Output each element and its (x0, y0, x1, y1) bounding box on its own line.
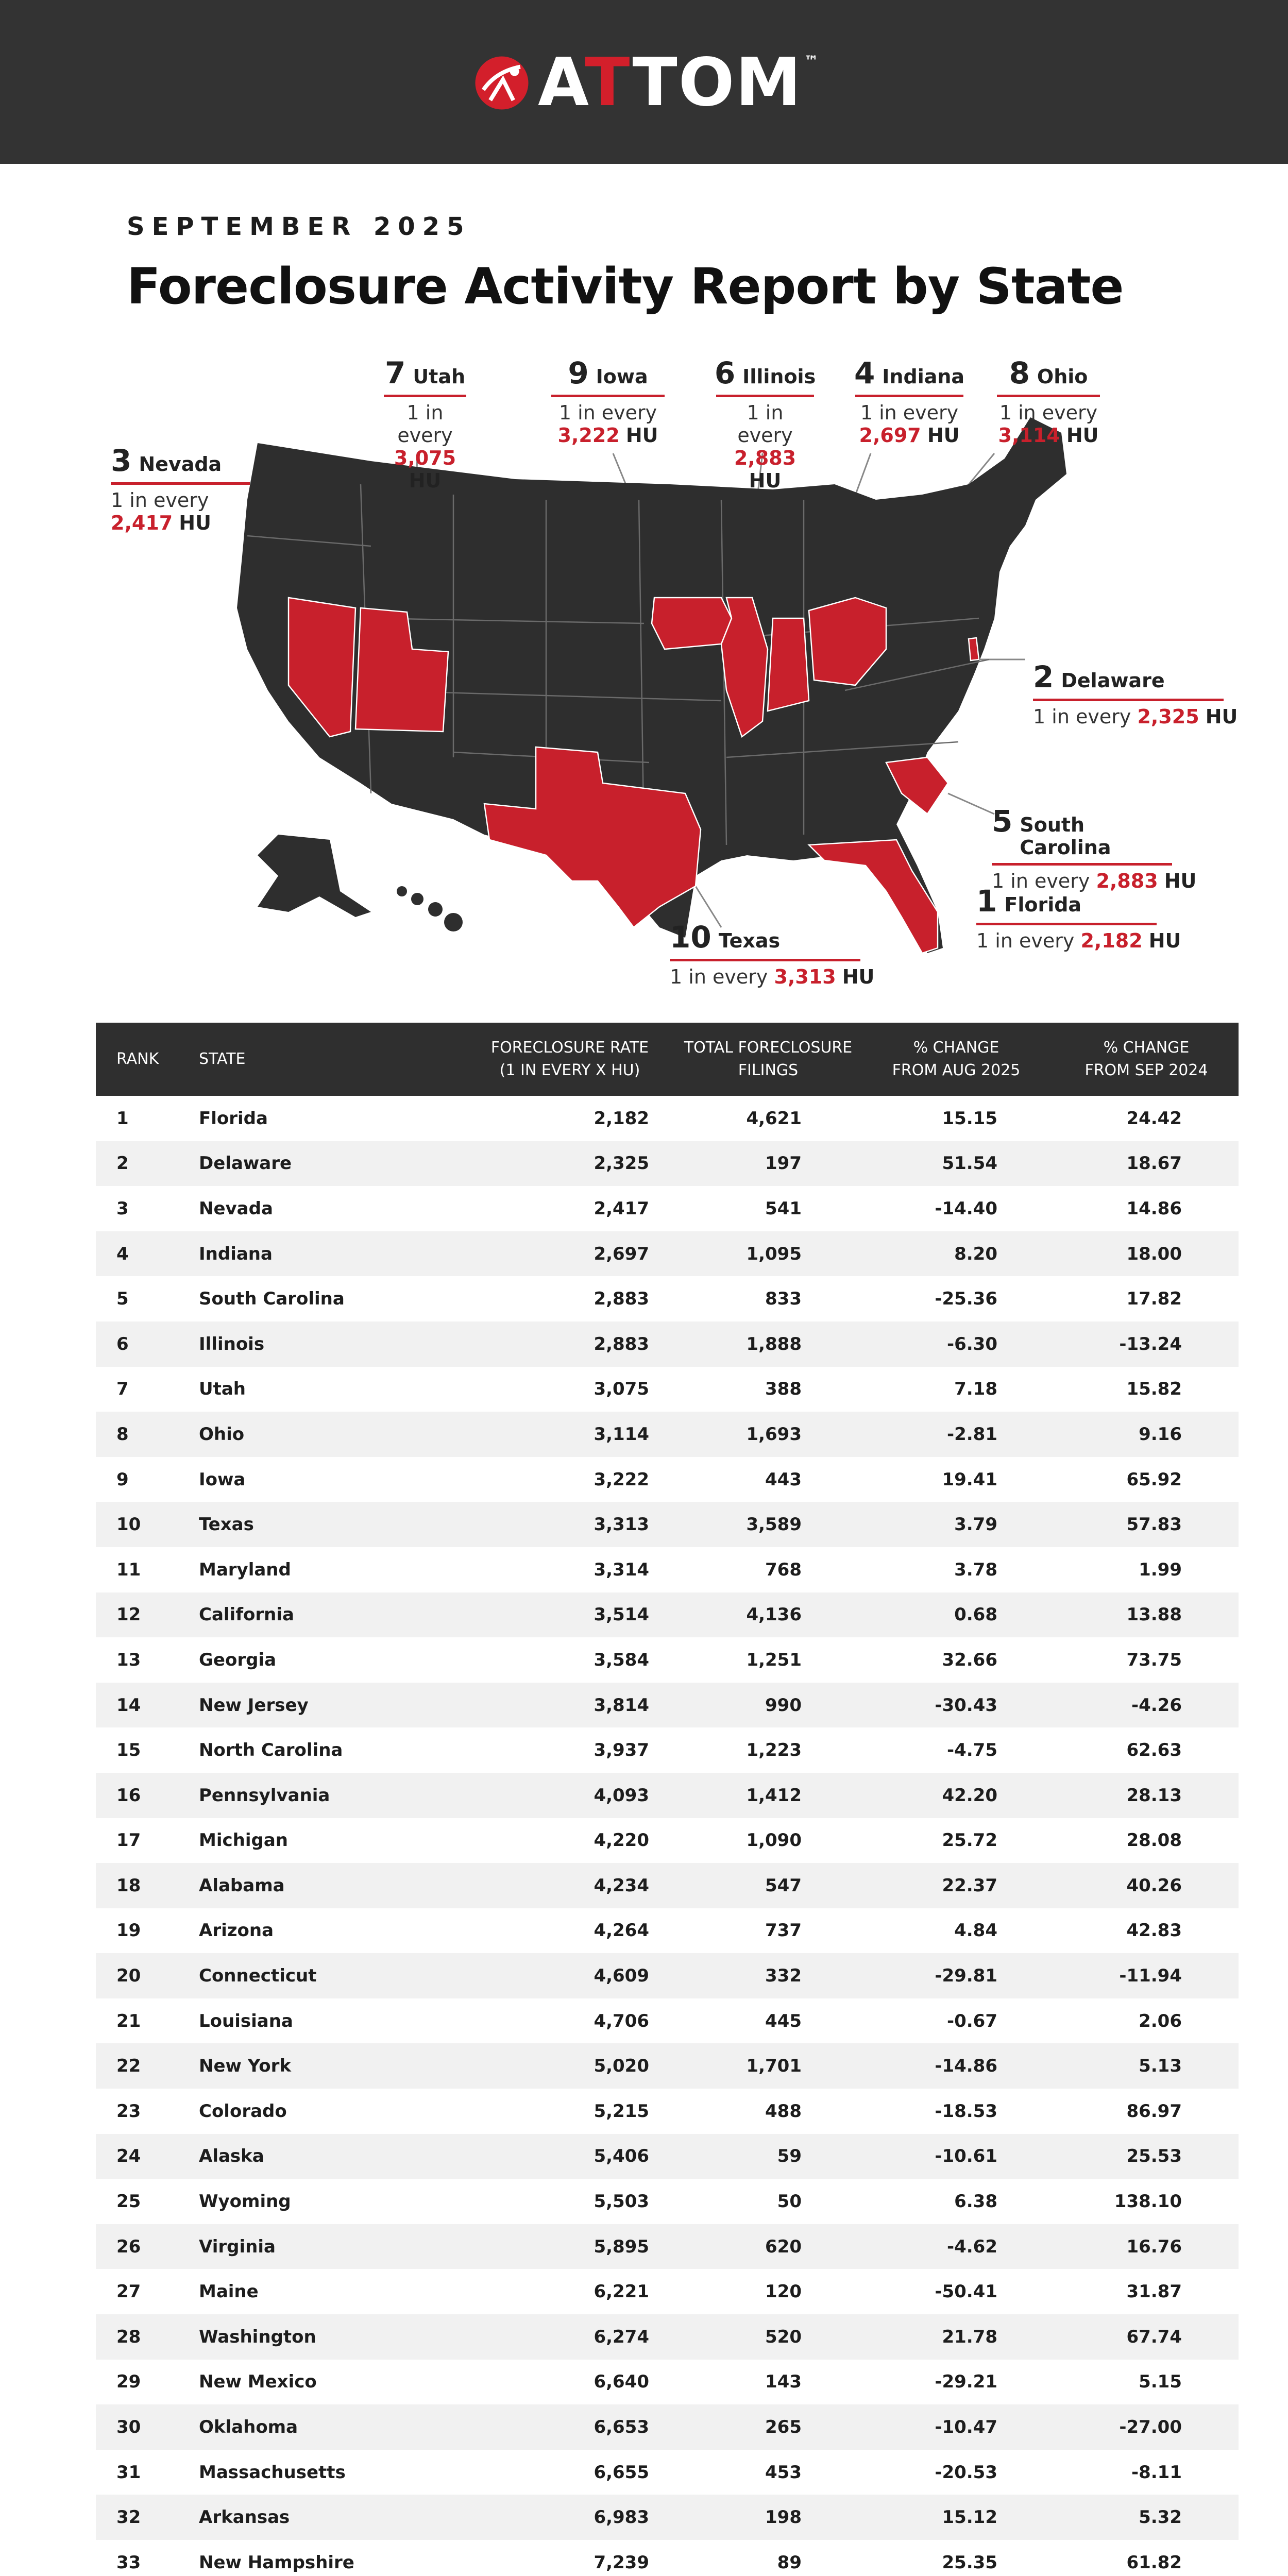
change-month-cell: -29.21 (935, 2371, 997, 2393)
rank-cell: 24 (116, 2146, 141, 2167)
state-cell: New Hampshire (199, 2552, 354, 2573)
change-month-cell: 51.54 (942, 1153, 997, 1174)
rank-cell: 30 (116, 2417, 141, 2438)
filings-cell: 4,136 (746, 1604, 802, 1625)
change-month-cell: 3.79 (954, 1514, 997, 1535)
state-cell: Alaska (199, 2146, 264, 2167)
col-header-rate: FORECLOSURE RATE (1 IN EVERY X HU) (490, 1039, 649, 1079)
rate-cell: 2,883 (594, 1289, 649, 1310)
table-row (96, 1141, 1239, 1187)
rate-cell: 3,075 (594, 1379, 649, 1400)
change-month-cell: 15.15 (942, 1108, 997, 1129)
foreclosure-table (96, 1023, 1239, 2576)
col-header-state: STATE (199, 1050, 246, 1068)
filings-cell: 1,701 (746, 2056, 802, 2077)
change-year-cell: 17.82 (1126, 1289, 1182, 1310)
filings-cell: 1,693 (746, 1423, 802, 1445)
state-cell: Connecticut (199, 1965, 317, 1987)
table-row (96, 1367, 1239, 1412)
rank-cell: 18 (116, 1875, 141, 1896)
change-year-cell: -27.00 (1119, 2417, 1182, 2438)
change-year-cell: 9.16 (1139, 1423, 1182, 1445)
filings-cell: 89 (777, 2552, 802, 2573)
change-month-cell: -14.86 (935, 2056, 997, 2077)
col-header-change-month: % CHANGE FROM AUG 2025 (892, 1039, 1021, 1079)
table-row (96, 2269, 1239, 2314)
rate-cell: 5,406 (594, 2146, 649, 2167)
rate-cell: 5,503 (594, 2191, 649, 2212)
rate-cell: 4,234 (594, 1875, 649, 1896)
connector-south-carolina (948, 793, 994, 814)
callout-south-carolina: 5 South Carolina 1 in every 2,883 HU (992, 804, 1197, 892)
change-year-cell: 42.83 (1126, 1920, 1182, 1941)
change-month-cell: 21.78 (942, 2326, 997, 2347)
state-cell: Arkansas (199, 2507, 290, 2528)
table-row (96, 1231, 1239, 1277)
table-row (96, 1096, 1239, 1141)
rate-cell: 2,883 (594, 1333, 649, 1354)
change-month-cell: -20.53 (935, 2462, 997, 2483)
table-row (96, 2360, 1239, 2405)
state-cell: New Mexico (199, 2371, 317, 2393)
change-year-cell: 67.74 (1126, 2326, 1182, 2347)
change-month-cell: 32.66 (942, 1649, 997, 1670)
change-year-cell: 13.88 (1126, 1604, 1182, 1625)
rate-cell: 6,274 (594, 2326, 649, 2347)
callout-texas: 10 Texas 1 in every 3,313 HU (670, 920, 875, 988)
filings-cell: 4,621 (746, 1108, 802, 1129)
us-map (0, 330, 1288, 999)
filings-cell: 488 (765, 2100, 802, 2122)
attom-logo-icon (473, 54, 531, 112)
state-cell: North Carolina (199, 1740, 343, 1761)
change-month-cell: 3.78 (954, 1559, 997, 1580)
change-year-cell: 31.87 (1126, 2281, 1182, 2302)
change-year-cell: 14.86 (1126, 1198, 1182, 1219)
rank-cell: 2 (116, 1153, 129, 1174)
filings-cell: 198 (765, 2507, 802, 2528)
change-month-cell: -0.67 (947, 2010, 997, 2031)
rate-cell: 6,983 (594, 2507, 649, 2528)
rank-cell: 20 (116, 1965, 141, 1987)
state-iowa (652, 598, 732, 649)
change-year-cell: 5.13 (1139, 2056, 1182, 2077)
change-year-cell: 138.10 (1114, 2191, 1182, 2212)
rate-cell: 5,215 (594, 2100, 649, 2122)
rank-cell: 11 (116, 1559, 141, 1580)
table-row (96, 2314, 1239, 2360)
rank-cell: 9 (116, 1469, 129, 1490)
change-year-cell: 40.26 (1126, 1875, 1182, 1896)
change-month-cell: -18.53 (935, 2100, 997, 2122)
page-title: Foreclosure Activity Report by State (127, 258, 1124, 315)
rate-cell: 2,182 (594, 1108, 649, 1129)
rank-cell: 6 (116, 1333, 129, 1354)
rank-cell: 29 (116, 2371, 141, 2393)
state-cell: New Jersey (199, 1694, 309, 1716)
rate-cell: 2,417 (594, 1198, 649, 1219)
state-cell: Alabama (199, 1875, 285, 1896)
rank-cell: 21 (116, 2010, 141, 2031)
change-year-cell: 5.15 (1139, 2371, 1182, 2393)
state-cell: South Carolina (199, 1289, 345, 1310)
rank-cell: 7 (116, 1379, 129, 1400)
rate-cell: 4,706 (594, 2010, 649, 2031)
state-cell: Massachusetts (199, 2462, 346, 2483)
rank-cell: 28 (116, 2326, 141, 2347)
change-month-cell: -10.61 (935, 2146, 997, 2167)
filings-cell: 768 (765, 1559, 802, 1580)
change-year-cell: 86.97 (1126, 2100, 1182, 2122)
change-month-cell: 8.20 (954, 1243, 997, 1264)
rank-cell: 3 (116, 1198, 129, 1219)
rank-cell: 22 (116, 2056, 141, 2077)
table-row (96, 2134, 1239, 2179)
rate-cell: 5,020 (594, 2056, 649, 2077)
change-month-cell: 42.20 (942, 1785, 997, 1806)
table-row (96, 1502, 1239, 1547)
rank-cell: 5 (116, 1289, 129, 1310)
change-month-cell: -30.43 (935, 1694, 997, 1716)
change-year-cell: -13.24 (1119, 1333, 1182, 1354)
change-year-cell: -8.11 (1131, 2462, 1182, 2483)
state-cell: Illinois (199, 1333, 265, 1354)
rank-cell: 15 (116, 1740, 141, 1761)
filings-cell: 1,223 (746, 1740, 802, 1761)
rate-cell: 5,895 (594, 2236, 649, 2257)
rate-cell: 3,222 (594, 1469, 649, 1490)
callout-delaware: 2 Delaware 1 in every 2,325 HU (1033, 659, 1238, 728)
rank-cell: 31 (116, 2462, 141, 2483)
change-month-cell: -4.75 (947, 1740, 997, 1761)
filings-cell: 990 (765, 1694, 802, 1716)
rate-cell: 3,584 (594, 1649, 649, 1670)
change-month-cell: -6.30 (947, 1333, 997, 1354)
filings-cell: 265 (765, 2417, 802, 2438)
state-cell: Pennsylvania (199, 1785, 330, 1806)
table-row (96, 1998, 1239, 2044)
rate-cell: 3,514 (594, 1604, 649, 1625)
rate-cell: 7,239 (594, 2552, 649, 2573)
state-cell: Wyoming (199, 2191, 291, 2212)
change-year-cell: 65.92 (1126, 1469, 1182, 1490)
table-row (96, 1908, 1239, 1954)
change-year-cell: 57.83 (1126, 1514, 1182, 1535)
filings-cell: 143 (765, 2371, 802, 2393)
change-year-cell: 5.32 (1139, 2507, 1182, 2528)
table-row (96, 2224, 1239, 2269)
change-month-cell: -29.81 (935, 1965, 997, 1987)
callout-illinois: 6 Illinois 1 in every 2,883 HU (714, 355, 816, 492)
rate-cell: 2,697 (594, 1243, 649, 1264)
filings-cell: 197 (765, 1153, 802, 1174)
table-row (96, 1863, 1239, 1908)
rate-cell: 3,314 (594, 1559, 649, 1580)
state-cell: Arizona (199, 1920, 274, 1941)
state-cell: Indiana (199, 1243, 273, 1264)
change-month-cell: 6.38 (954, 2191, 997, 2212)
table-body (96, 1096, 1239, 2576)
rank-cell: 25 (116, 2191, 141, 2212)
state-cell: Ohio (199, 1423, 245, 1445)
rate-cell: 3,937 (594, 1740, 649, 1761)
table-row (96, 2450, 1239, 2495)
change-year-cell: 28.13 (1126, 1785, 1182, 1806)
report-period: SEPTEMBER 2025 (127, 212, 471, 241)
rate-cell: 3,313 (594, 1514, 649, 1535)
change-year-cell: 1.99 (1139, 1559, 1182, 1580)
table-row (96, 1683, 1239, 1728)
change-month-cell: 4.84 (954, 1920, 997, 1941)
filings-cell: 547 (765, 1875, 802, 1896)
state-cell: Florida (199, 1108, 268, 1129)
table-row (96, 1457, 1239, 1502)
table-row (96, 2089, 1239, 2134)
table-row (96, 2404, 1239, 2450)
table-row (96, 1547, 1239, 1592)
rate-cell: 2,325 (594, 1153, 649, 1174)
table-row (96, 1727, 1239, 1773)
change-month-cell: 25.35 (942, 2552, 997, 2573)
change-year-cell: 18.67 (1126, 1153, 1182, 1174)
filings-cell: 59 (777, 2146, 802, 2167)
callout-utah: 7 Utah 1 in every 3,075 HU (384, 355, 466, 492)
state-cell: Louisiana (199, 2010, 293, 2031)
change-month-cell: 25.72 (942, 1830, 997, 1851)
rank-cell: 1 (116, 1108, 129, 1129)
state-cell: New York (199, 2056, 291, 2077)
state-cell: Nevada (199, 1198, 273, 1219)
state-indiana (768, 618, 809, 711)
filings-cell: 1,412 (746, 1785, 802, 1806)
rank-cell: 14 (116, 1694, 141, 1716)
change-month-cell: 15.12 (942, 2507, 997, 2528)
rank-cell: 13 (116, 1649, 141, 1670)
state-cell: Iowa (199, 1469, 246, 1490)
rate-cell: 4,264 (594, 1920, 649, 1941)
callout-florida: 1 Florida 1 in every 2,182 HU (976, 884, 1181, 952)
filings-cell: 541 (765, 1198, 802, 1219)
table-row (96, 1773, 1239, 1818)
table-row (96, 1592, 1239, 1638)
filings-cell: 453 (765, 2462, 802, 2483)
table-row (96, 1818, 1239, 1863)
filings-cell: 332 (765, 1965, 802, 1987)
rate-cell: 6,640 (594, 2371, 649, 2393)
filings-cell: 737 (765, 1920, 802, 1941)
rank-cell: 33 (116, 2552, 141, 2573)
rank-cell: 19 (116, 1920, 141, 1941)
change-month-cell: -50.41 (935, 2281, 997, 2302)
table-row (96, 2179, 1239, 2224)
table-header (96, 1023, 1239, 1096)
rank-cell: 17 (116, 1830, 141, 1851)
table-row (96, 1186, 1239, 1231)
callout-indiana: 4 Indiana 1 in every 2,697 HU (854, 355, 965, 447)
change-month-cell: -25.36 (935, 1289, 997, 1310)
rate-cell: 6,655 (594, 2462, 649, 2483)
rate-cell: 4,220 (594, 1830, 649, 1851)
rate-cell: 3,814 (594, 1694, 649, 1716)
change-year-cell: 61.82 (1126, 2552, 1182, 2573)
state-hawaii (397, 886, 463, 931)
rank-cell: 26 (116, 2236, 141, 2257)
table-row (96, 2540, 1239, 2576)
rank-cell: 23 (116, 2100, 141, 2122)
filings-cell: 1,251 (746, 1649, 802, 1670)
filings-cell: 443 (765, 1469, 802, 1490)
state-cell: Colorado (199, 2100, 287, 2122)
change-month-cell: -2.81 (947, 1423, 997, 1445)
change-month-cell: 19.41 (942, 1469, 997, 1490)
callout-iowa: 9 Iowa 1 in every 3,222 HU (551, 355, 665, 447)
change-year-cell: 2.06 (1139, 2010, 1182, 2031)
header-bar (0, 0, 1288, 164)
change-month-cell: -14.40 (935, 1198, 997, 1219)
rank-cell: 16 (116, 1785, 141, 1806)
filings-cell: 1,090 (746, 1830, 802, 1851)
change-month-cell: 7.18 (954, 1379, 997, 1400)
change-month-cell: -4.62 (947, 2236, 997, 2257)
change-year-cell: 62.63 (1126, 1740, 1182, 1761)
filings-cell: 833 (765, 1289, 802, 1310)
change-year-cell: 18.00 (1126, 1243, 1182, 1264)
state-cell: Utah (199, 1379, 246, 1400)
callout-nevada: 3 Nevada 1 in every 2,417 HU (111, 443, 250, 534)
rate-cell: 3,114 (594, 1423, 649, 1445)
change-year-cell: 15.82 (1126, 1379, 1182, 1400)
state-cell: California (199, 1604, 294, 1625)
col-header-rank: RANK (116, 1050, 159, 1068)
state-cell: Virginia (199, 2236, 276, 2257)
state-cell: Texas (199, 1514, 254, 1535)
change-year-cell: 25.53 (1126, 2146, 1182, 2167)
change-year-cell: 28.08 (1126, 1830, 1182, 1851)
filings-cell: 445 (765, 2010, 802, 2031)
change-month-cell: 22.37 (942, 1875, 997, 1896)
change-year-cell: -4.26 (1131, 1694, 1182, 1716)
state-cell: Maine (199, 2281, 259, 2302)
table-row (96, 1637, 1239, 1683)
state-cell: Georgia (199, 1649, 277, 1670)
col-header-filings: TOTAL FORECLOSURE FILINGS (684, 1039, 853, 1079)
rank-cell: 12 (116, 1604, 141, 1625)
state-cell: Michigan (199, 1830, 288, 1851)
rank-cell: 8 (116, 1423, 129, 1445)
filings-cell: 1,095 (746, 1243, 802, 1264)
rank-cell: 27 (116, 2281, 141, 2302)
rank-cell: 32 (116, 2507, 141, 2528)
change-year-cell: 16.76 (1126, 2236, 1182, 2257)
table-row (96, 1412, 1239, 1457)
state-cell: Delaware (199, 1153, 292, 1174)
state-cell: Maryland (199, 1559, 291, 1580)
table-row (96, 1953, 1239, 1998)
change-year-cell: -11.94 (1119, 1965, 1182, 1987)
filings-cell: 620 (765, 2236, 802, 2257)
state-delaware (969, 638, 979, 660)
filings-cell: 3,589 (746, 1514, 802, 1535)
state-alaska (258, 835, 371, 917)
change-month-cell: -10.47 (935, 2417, 997, 2438)
col-header-change-year: % CHANGE FROM SEP 2024 (1084, 1039, 1208, 1079)
filings-cell: 388 (765, 1379, 802, 1400)
table-row (96, 1276, 1239, 1321)
rate-cell: 6,221 (594, 2281, 649, 2302)
rate-cell: 4,093 (594, 1785, 649, 1806)
table-row (96, 1321, 1239, 1367)
filings-cell: 520 (765, 2326, 802, 2347)
table-row (96, 2043, 1239, 2089)
filings-cell: 120 (765, 2281, 802, 2302)
rate-cell: 4,609 (594, 1965, 649, 1987)
change-year-cell: 24.42 (1126, 1108, 1182, 1129)
state-cell: Washington (199, 2326, 316, 2347)
rank-cell: 4 (116, 1243, 129, 1264)
change-year-cell: 73.75 (1126, 1649, 1182, 1670)
rate-cell: 6,653 (594, 2417, 649, 2438)
state-cell: Oklahoma (199, 2417, 298, 2438)
change-month-cell: 0.68 (954, 1604, 997, 1625)
attom-logo (473, 44, 819, 122)
callout-ohio: 8 Ohio 1 in every 3,114 HU (997, 355, 1100, 447)
filings-cell: 50 (777, 2191, 802, 2212)
logo-wordmark: ATTOM (538, 44, 802, 121)
trademark: ™ (804, 53, 819, 70)
rank-cell: 10 (116, 1514, 141, 1535)
filings-cell: 1,888 (746, 1333, 802, 1354)
table-row (96, 2495, 1239, 2540)
